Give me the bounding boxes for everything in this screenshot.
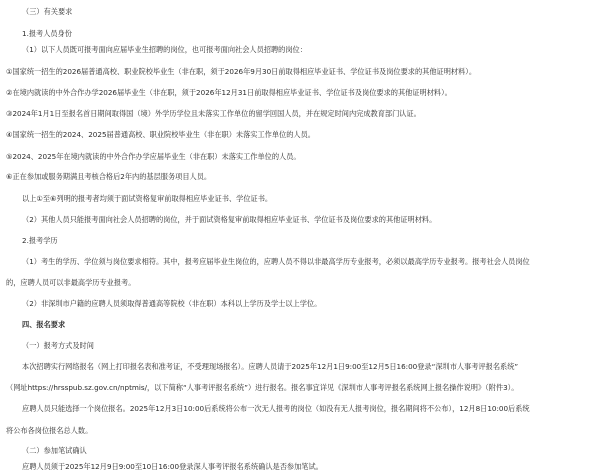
text-line: （网址https://hrsspub.sz.gov.cn/nptmis/，以下简称“人事考评报名系统”）进行报名。报名事宜详见《深圳市人事考评报名系统网上报名操作说明》（附件3）。 <box>6 383 519 392</box>
text-line: ④国家统一招生的2024、2025届普通高校、职业院校毕业生（非在职）未落实工作单位的人员。 <box>6 130 315 139</box>
text-line: （1）以下人员既可报考面向应届毕业生招聘的岗位，也可报考面向社会人员招聘的岗位： <box>22 45 307 54</box>
text-line: 本次招聘实行网络报名（网上打印报名表和准考证，不受理现场报名）。应聘人员请于2025年12月1日9:00至12月5日16:00登录“深圳市人事考评报名系统” <box>22 362 519 371</box>
text-line: ⑤2024、2025年在境内就读的中外合作办学应届毕业生（非在职）未落实工作单位的人员。 <box>6 152 301 161</box>
text-line: 四、报名要求 <box>22 320 66 329</box>
text-line: （2）其他人员只能报考面向社会人员招聘的岗位，并于面试资格复审前取得相应毕业证书、学位证书及岗位要求的其他证明材料。 <box>22 215 437 224</box>
text-line: 以上①至⑥列明的报考者均须于面试资格复审前取得相应毕业证书、学位证书。 <box>22 194 273 203</box>
text-line: （1）考生的学历、学位须与岗位要求相符。其中，报考应届毕业生岗位的，应聘人员不得以非最高学历专业报考，必须以最高学历专业报考。报考社会人员岗位 <box>22 257 530 266</box>
text-line: 将公布各岗位报名总人数。 <box>6 426 93 435</box>
text-line: （一）报考方式及时间 <box>22 341 94 350</box>
text-line: 应聘人员须于2025年12月9日9:00至10日16:00登录深人事考评报名系统确认是否参加笔试。 <box>22 462 323 471</box>
text-line: ①国家统一招生的2026届普通高校、职业院校毕业生（非在职，须于2026年9月30日前取得相应毕业证书、学位证书及岗位要求的其他证明材料）。 <box>6 67 477 76</box>
text-line: ③2024年1月1日至报名首日期间取得国（境）外学历学位且未落实工作单位的留学回国人员，并在规定时间内完成教育部门认证。 <box>6 109 421 118</box>
text-line: 应聘人员只能选择一个岗位报名。2025年12月3日10:00后系统将公布一次无人报考的岗位（如没有无人报考岗位，报名期间将不公布），12月8日10:00后系统 <box>22 404 530 413</box>
text-line: （二）参加笔试确认 <box>22 446 87 455</box>
text-line: ②在境内就读的中外合作办学2026届毕业生（非在职，须于2026年12月31日前取得相应毕业证书、学位证书及岗位要求的其他证明材料）。 <box>6 88 452 97</box>
text-line: 2.报考学历 <box>22 236 58 245</box>
text-line: （三）有关要求 <box>22 7 73 16</box>
text-line: 1.报考人员身份 <box>22 29 72 38</box>
text-line: ⑥正在参加或服务期满且考核合格后2年内的基层服务项目人员。 <box>6 172 212 181</box>
text-line: （2）非深圳市户籍的应聘人员须取得普通高等院校（非在职）本科以上学历及学士以上学位。 <box>22 299 322 308</box>
text-line: 的，应聘人员可以非最高学历专业报考。 <box>6 278 136 287</box>
